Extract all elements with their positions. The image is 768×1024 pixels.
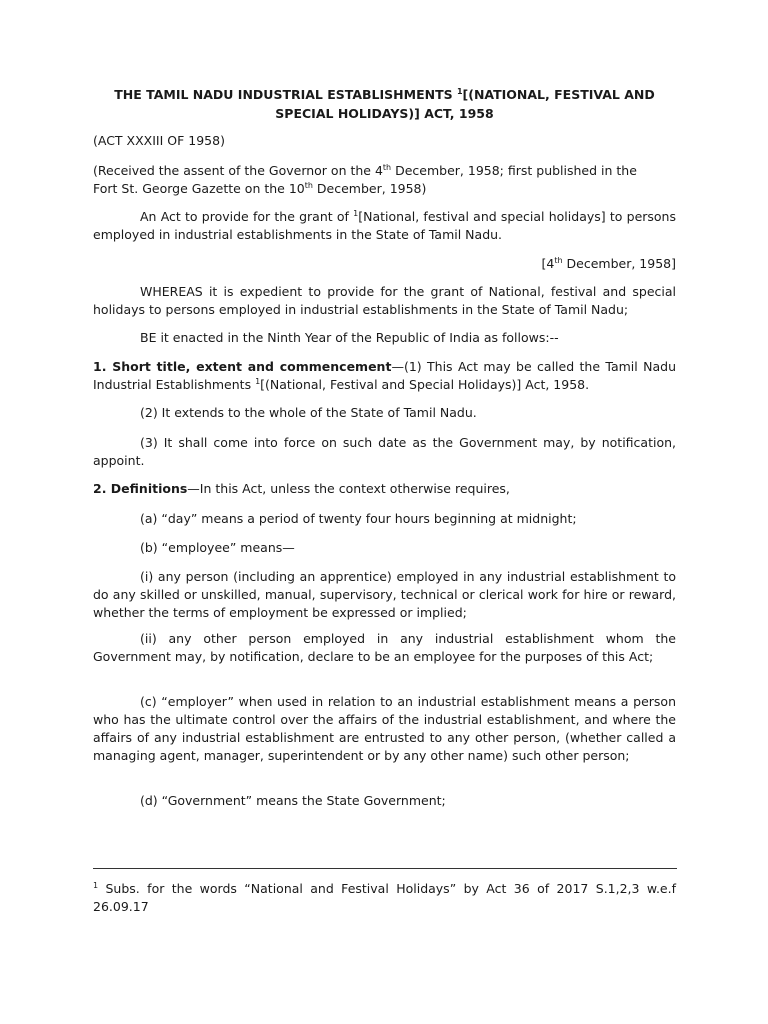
section-1-heading: 1. Short title, extent and commencement	[93, 359, 392, 374]
enactment-date: [4th December, 1958]	[541, 256, 676, 271]
footnote-marker[interactable]: 1	[353, 209, 359, 218]
section-1-sub-3: (3) It shall come into force on such date as the Government may, by notification, appoint.	[93, 435, 676, 468]
section-1: 1. Short title, extent and commencement—(1) This Act may be called the Tamil Nadu Industrial Establishments $^1$[(National, Festival and Special Holidays)] Act, 1958.	[93, 359, 676, 392]
footnote-divider	[93, 868, 677, 869]
definition-employer: (c) “employer” when used in relation to an industrial establishment means a person who has the ultimate control over the affairs of the industrial establishment, and where the affairs of any industrial establishment are entrusted to any other person, (whether called a managing agent, manager, superintendent or by any other name) such other person;	[93, 694, 676, 763]
definition-government: (d) “Government” means the State Government;	[140, 793, 446, 808]
definition-employee: (b) “employee” means—	[140, 540, 295, 555]
definition-employee-ii: (ii) any other person employed in any industrial establishment whom the Government may, by notification, declare to be an employee for the purposes of this Act;	[93, 631, 676, 664]
act-number: (ACT XXXIII OF 1958)	[93, 133, 225, 148]
footnote-number: 1	[93, 881, 99, 890]
section-1-sub-2: (2) It extends to the whole of the State of Tamil Nadu.	[140, 405, 477, 420]
whereas-clause: WHEREAS it is expedient to provide for the grant of National, festival and special holidays to persons employed in industrial establishments in the State of Tamil Nadu;	[93, 284, 676, 317]
act-title	[93, 86, 676, 123]
preamble: An Act to provide for the grant of $^1$[National, festival and special holidays] to persons employed in industrial establishments in the State of Tamil Nadu.	[93, 209, 676, 242]
definition-day: (a) “day” means a period of twenty four hours beginning at midnight;	[140, 511, 577, 526]
footnote-marker[interactable]: 1	[456, 87, 463, 96]
enacting-clause: BE it enacted in the Ninth Year of the Republic of India as follows:--	[140, 330, 559, 345]
footnote-marker[interactable]: 1	[255, 377, 261, 386]
footnote	[93, 880, 676, 916]
title-line-2: SPECIAL HOLIDAYS)] ACT, 1958	[275, 105, 494, 121]
section-2: 2. Definitions—In this Act, unless the context otherwise requires,	[93, 481, 510, 496]
definition-employee-i: (i) any person (including an apprentice) employed in any industrial establishment to do any skilled or unskilled, manual, supervisory, technical or clerical work for hire or reward, whether the terms of employment be expressed or implied;	[93, 569, 676, 620]
section-2-heading: 2. Definitions	[93, 481, 188, 496]
assent-note: (Received the assent of the Governor on the 4th December, 1958; first published in the Fort St. George Gazette on the 10th December, 1958)	[93, 163, 637, 196]
footnote-text: Subs. for the words “National and Festival Holidays” by Act 36 of 2017 S.1,2,3 w.e.f 26.09.17	[93, 881, 676, 914]
title-line-1: THE TAMIL NADU INDUSTRIAL ESTABLISHMENTS $^1$[(NATIONAL, FESTIVAL AND	[114, 87, 655, 102]
